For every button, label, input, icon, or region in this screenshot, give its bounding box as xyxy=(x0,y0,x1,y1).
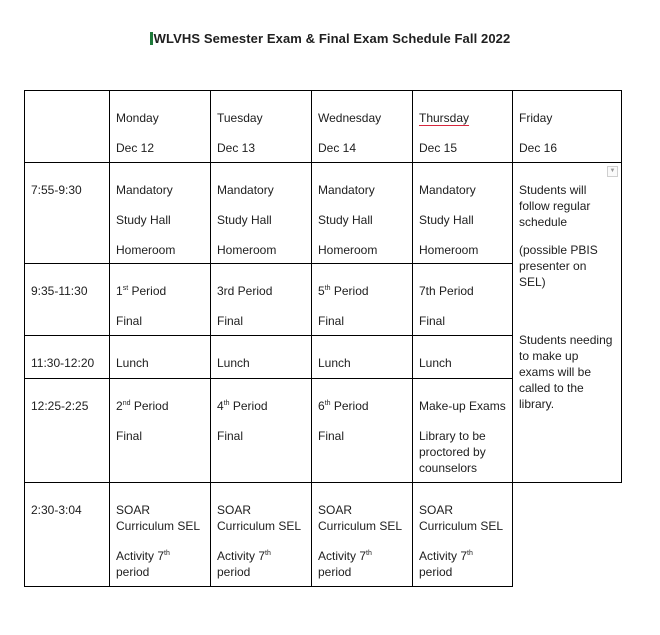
activity-text: Activity 7 xyxy=(217,549,266,563)
schedule-cell xyxy=(110,379,211,483)
cell-line: Final xyxy=(318,314,345,328)
schedule-cell xyxy=(211,264,312,336)
day-header-tuesday xyxy=(211,91,312,163)
cell-line: Lunch xyxy=(116,356,149,370)
cell-line: period xyxy=(116,565,150,579)
schedule-cell xyxy=(312,336,413,379)
cell-line: Study Hall xyxy=(318,213,373,227)
corner-cell xyxy=(25,91,110,163)
period-text: Period xyxy=(229,399,268,413)
day-date: Dec 14 xyxy=(318,141,357,155)
schedule-cell xyxy=(211,483,312,587)
cell-line: Study Hall xyxy=(116,213,171,227)
cell-line: Homeroom xyxy=(116,243,176,257)
time-cell xyxy=(25,264,110,336)
activity-text: Activity 7 xyxy=(318,549,367,563)
table-row xyxy=(25,163,622,264)
ordinal-suffix: th xyxy=(324,285,331,292)
friday-note-1: Students will follow regular schedule xyxy=(519,183,591,229)
schedule-cell xyxy=(413,163,513,264)
period-number: 6 xyxy=(318,399,325,413)
schedule-cell xyxy=(312,379,413,483)
time-cell xyxy=(25,163,110,264)
dropdown-arrow-icon[interactable]: ▼ xyxy=(607,166,618,177)
time-label: 12:25-2:25 xyxy=(31,399,89,413)
period-text: Period xyxy=(330,284,369,298)
cell-line: Homeroom xyxy=(419,243,479,257)
cell-line: Make-up Exams xyxy=(419,399,506,413)
cell-line: 7th Period xyxy=(419,284,474,298)
cell-line: Mandatory xyxy=(217,183,274,197)
friday-note-3: Students needing to make up exams will be called to the library. xyxy=(519,333,613,411)
ordinal-suffix: th xyxy=(223,400,230,407)
cell-line: Study Hall xyxy=(217,213,272,227)
table-row xyxy=(25,483,622,587)
cell-line: Library to be proctored by counselors xyxy=(419,429,486,475)
time-label: 9:35-11:30 xyxy=(31,284,88,298)
day-header-friday xyxy=(513,91,622,163)
cell-line: Study Hall xyxy=(419,213,474,227)
header-row xyxy=(25,91,622,163)
period-number: 4 xyxy=(217,399,224,413)
day-date: Dec 15 xyxy=(419,141,458,155)
day-header-thursday xyxy=(413,91,513,163)
friday-cell xyxy=(513,163,622,483)
time-label: 7:55-9:30 xyxy=(31,183,82,197)
friday-note-2: (possible PBIS presenter on SEL) xyxy=(519,243,598,289)
cell-line: Final xyxy=(217,429,244,443)
period-text: Period xyxy=(330,399,369,413)
ordinal-suffix: th xyxy=(265,550,271,557)
cell-line: period xyxy=(318,565,352,579)
ordinal-suffix: th xyxy=(467,550,473,557)
cell-line: Homeroom xyxy=(217,243,277,257)
cell-line: Mandatory xyxy=(318,183,375,197)
cell-line: SOAR Curriculum SEL xyxy=(217,503,302,533)
schedule-cell xyxy=(110,483,211,587)
day-name: Wednesday xyxy=(318,111,382,125)
day-date: Dec 12 xyxy=(116,141,155,155)
cell-line: Mandatory xyxy=(419,183,476,197)
schedule-cell xyxy=(211,379,312,483)
schedule-cell xyxy=(413,336,513,379)
ordinal-suffix: th xyxy=(324,400,331,407)
cell-line: period xyxy=(217,565,251,579)
period-text: Period xyxy=(128,284,167,298)
schedule-cell xyxy=(312,163,413,264)
day-date: Dec 16 xyxy=(519,141,558,155)
time-label: 2:30-3:04 xyxy=(31,503,82,517)
day-header-monday xyxy=(110,91,211,163)
time-label: 11:30-12:20 xyxy=(31,356,95,370)
cell-line: SOAR Curriculum SEL xyxy=(419,503,504,533)
schedule-cell xyxy=(110,336,211,379)
day-name: Friday xyxy=(519,111,553,125)
cell-line: 3rd Period xyxy=(217,284,273,298)
day-date: Dec 13 xyxy=(217,141,256,155)
time-cell xyxy=(25,379,110,483)
title-text: WLVHS Semester Exam & Final Exam Schedule Fall 2022 xyxy=(153,31,511,46)
schedule-cell xyxy=(413,379,513,483)
ordinal-suffix: th xyxy=(366,550,372,557)
period-number: 5 xyxy=(318,284,325,298)
time-cell xyxy=(25,336,110,379)
cell-line: SOAR Curriculum SEL xyxy=(318,503,403,533)
cell-line: SOAR Curriculum SEL xyxy=(116,503,201,533)
day-name: Tuesday xyxy=(217,111,263,125)
document-title xyxy=(0,31,660,46)
schedule-cell xyxy=(312,264,413,336)
exam-schedule-table xyxy=(24,90,622,587)
schedule-cell xyxy=(211,163,312,264)
ordinal-suffix: nd xyxy=(122,400,131,407)
day-name: Thursday xyxy=(419,111,470,125)
cell-line: Lunch xyxy=(419,356,452,370)
day-header-wednesday xyxy=(312,91,413,163)
cell-line: Final xyxy=(318,429,345,443)
cell-line: Final xyxy=(116,429,143,443)
activity-text: Activity 7 xyxy=(419,549,468,563)
schedule-cell xyxy=(413,483,513,587)
schedule-cell xyxy=(413,264,513,336)
period-number: 2 xyxy=(116,399,123,413)
schedule-cell xyxy=(211,336,312,379)
day-name: Monday xyxy=(116,111,159,125)
activity-text: Activity 7 xyxy=(116,549,165,563)
cell-line: period xyxy=(419,565,453,579)
period-number: 1 xyxy=(116,284,123,298)
cell-line: Homeroom xyxy=(318,243,378,257)
cell-line: Final xyxy=(217,314,244,328)
time-cell xyxy=(25,483,110,587)
schedule-cell xyxy=(312,483,413,587)
cell-line: Lunch xyxy=(217,356,250,370)
cell-line: Final xyxy=(116,314,143,328)
schedule-cell xyxy=(110,163,211,264)
period-text: Period xyxy=(130,399,169,413)
ordinal-suffix: th xyxy=(164,550,170,557)
text-cursor xyxy=(150,32,153,45)
schedule-cell xyxy=(110,264,211,336)
ordinal-suffix: st xyxy=(122,285,129,292)
cell-line: Final xyxy=(419,314,446,328)
cell-line: Lunch xyxy=(318,356,351,370)
cell-line: Mandatory xyxy=(116,183,173,197)
